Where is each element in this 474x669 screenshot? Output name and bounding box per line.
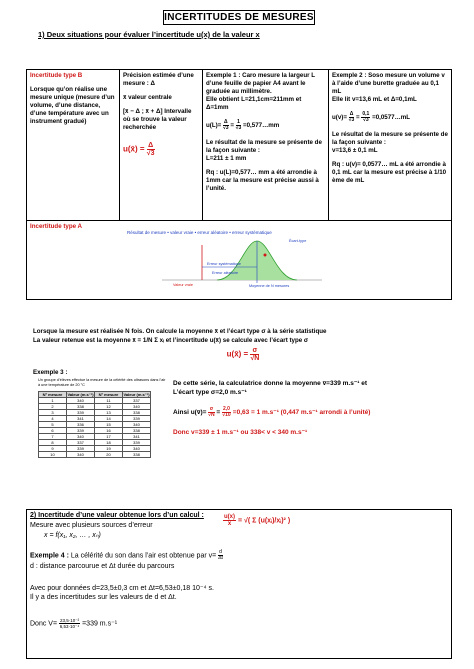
col-header: Valeur (m.s⁻¹)	[67, 392, 94, 397]
col-header: N° mesure	[95, 392, 123, 398]
label-moyenne: Moyenne de N mesures	[249, 284, 290, 288]
ex2-result: =0,0577…mL	[372, 114, 411, 122]
ex2-frac-1-num: Δ	[349, 111, 354, 117]
table-cell: 20	[95, 452, 123, 458]
example-3-result-2: L’écart type σ=2,0 m.s⁻¹	[173, 389, 247, 396]
label-systematic: Erreur systématique	[207, 262, 241, 266]
type-b-title: Incertitude type B	[30, 72, 83, 79]
example-1-text-3: Rq : u(L)=0,577… mm a été arrondie à 1mm car la mesure est précise aussi à l’unité.	[206, 169, 319, 192]
donc-num: 23,5·10⁻²	[60, 618, 80, 623]
measurements-table	[38, 391, 151, 458]
table-cell: 338	[123, 410, 151, 416]
formula-lhs: u(x̄) =	[123, 144, 145, 154]
example-4-title: Exemple 4 :	[30, 552, 69, 560]
table-cell: 17	[95, 434, 123, 440]
table-row-type-a	[27, 221, 451, 299]
ex1-formula-lhs: u(L)=	[206, 122, 222, 130]
table-cell: 11	[95, 398, 123, 404]
uncertainty-table	[26, 69, 452, 300]
ex3-eq: =	[216, 409, 221, 417]
example-4-line-1	[30, 550, 223, 561]
ex2-frac-1-den: √3	[348, 117, 355, 123]
table-cell: 14	[95, 416, 123, 422]
example-4-donc	[30, 618, 117, 629]
table-cell: 340	[67, 452, 95, 458]
example-1-title: Exemple 1 : Caro mesure la largeur L d’une feuille de papier A4 avant le graduée au millimètre.	[206, 72, 315, 95]
table-cell: 341	[67, 416, 95, 422]
table-cell: 8	[39, 440, 67, 446]
example-2-text-3: Rq : u(v)= 0,0577… mL a été arrondie à 0,1 mL car la mesure est précise à 1/10 ème de mL	[332, 161, 447, 184]
ex4-frac	[218, 550, 223, 561]
table-cell: 338	[123, 428, 151, 434]
type-a-explanation	[33, 327, 453, 362]
comp-lhs-den: x	[227, 521, 232, 527]
section-2-line-2: x = f(x₁, x₂, … , xₙ)	[44, 532, 101, 539]
label-vraie: Valeur vraie	[173, 283, 193, 287]
table-row	[39, 452, 151, 458]
table-cell: 338	[123, 452, 151, 458]
ex1-frac-1-den: √3	[223, 125, 229, 131]
table-cell: 338	[67, 404, 95, 410]
type-b-def-cell	[120, 70, 203, 220]
ex2-frac-2-den: √3	[363, 117, 369, 123]
table-cell: 16	[95, 428, 123, 434]
example-1-text-1: Le résultat de la mesure se présente de la façon suivante :	[206, 139, 322, 154]
type-a-frac-num: σ	[250, 347, 259, 355]
ex3-ainsi: Ainsi u(v̄)=	[173, 409, 207, 417]
example-4-line-4: Il y a des incertitudes sur les valeurs de d et Δt.	[30, 594, 177, 601]
example-3-intro: Un groupe d’élèves effectue la mesure de la célérité des ultrasons dans l’air à une température de 20 °C	[38, 378, 166, 387]
section-2-title: 2) Incertitude d’une valeur obtenue lors d’un calcul :	[30, 512, 204, 519]
ex2-frac-2	[361, 112, 370, 123]
fraction-denominator: √3	[146, 150, 155, 157]
section-2-line-1: Mesure avec plusieurs sources d’erreur	[30, 522, 153, 529]
table-cell: 341	[123, 434, 151, 440]
table-row-type-b	[27, 70, 451, 221]
ex1-frac-1-num: Δ	[224, 119, 228, 125]
example-3-title: Exemple 3 :	[33, 369, 68, 376]
precision-text: Précision estimée d’une mesure : Δ	[123, 72, 194, 87]
ex1-result: =0,577…mm	[242, 122, 280, 130]
table-cell: 4	[39, 416, 67, 422]
example-2-text-1: Le résultat de la mesure se présente de la façon suivante :	[332, 131, 448, 146]
col-header: Valeur (m.s⁻¹)	[123, 392, 150, 397]
comp-lhs-num: u(x)	[224, 514, 235, 520]
type-a-text-2: La valeur retenue est la moyenne x̄ = 1/N Σ xᵢ et l’incertitude u(x̄) se calcule avec l’écart type σ	[33, 337, 309, 344]
donc-den: 6,53·10⁻⁴	[59, 624, 80, 629]
table-cell: 340	[123, 404, 151, 410]
page-title: INCERTITUDES DE MESURES	[164, 12, 314, 23]
comp-lhs-frac	[223, 514, 236, 527]
example-4-line-3: Avec pour données d=23,5±0,3 cm et Δt=6,53±0,18 10⁻⁴ s.	[30, 585, 214, 592]
ex1-frac-2	[236, 120, 242, 131]
type-a-frac-den: √N	[250, 355, 260, 362]
donc-label: Donc V=	[30, 620, 58, 628]
ex3-frac-1-num: σ	[209, 406, 214, 412]
example-3-result-1: De cette série, la calculatrice donne la moyenne v̄=339 m.s⁻¹ et	[173, 380, 368, 387]
example-1-formula	[206, 120, 325, 131]
example-3-results	[173, 379, 453, 437]
table-cell: 5	[39, 422, 67, 428]
table-cell: 339	[67, 410, 95, 416]
comp-rhs: = √( Σ (u(xᵢ)/xᵢ)² )	[237, 517, 291, 525]
ex1-frac-1	[223, 120, 229, 131]
type-b-formula	[123, 142, 199, 157]
type-b-desc: Lorsque qu’on réalise une mesure unique (mesure d’un volume, d’une distance, d’une température avec un instrument gradué)	[30, 86, 115, 125]
table-cell: 6	[39, 428, 67, 434]
central-value-text: x̄ valeur centrale	[123, 94, 172, 101]
table-cell: 3	[39, 410, 67, 416]
col-header: N° mesure	[39, 392, 67, 398]
type-a-formula-lhs: u(x̄) =	[226, 349, 249, 359]
type-b-cell	[27, 70, 120, 220]
table-cell: 337	[67, 440, 95, 446]
table-cell: 339	[67, 428, 95, 434]
table-cell: 340	[67, 434, 95, 440]
table-cell: 9	[39, 446, 67, 452]
table-cell: 339	[123, 440, 151, 446]
donc-frac	[59, 618, 80, 629]
example-2-measure: Elle lit v=13,6 mL et Δ=0,1mL	[332, 96, 417, 103]
ex3-frac-1-den: √N	[208, 412, 215, 418]
example-2-formula	[332, 112, 448, 123]
example-3-conclusion: Donc v=339 ± 1 m.s⁻¹ ou 338< v < 340 m.s⁻¹	[173, 429, 308, 436]
interval-text: [x̄ − Δ ; x̄ + Δ] Intervalle où se trouve la valeur recherchée	[123, 108, 192, 131]
type-a-fraction	[250, 347, 259, 362]
ex1-eq: =	[230, 122, 234, 130]
ex2-frac-2-num: 0,1	[362, 111, 370, 117]
type-a-title: Incertitude type A	[30, 223, 83, 230]
type-a-legend: Résultat de mesure • valeur vraie • erreur aléatoire • erreur systématique	[127, 230, 272, 235]
table-cell: 337	[123, 398, 151, 404]
donc-result: =339 m.s⁻¹	[82, 620, 118, 628]
table-cell: 19	[95, 446, 123, 452]
table-cell: 15	[95, 422, 123, 428]
ex4-frac-den: Δt	[218, 555, 223, 561]
table-cell: 339	[123, 416, 151, 422]
table-cell: 339	[67, 446, 95, 452]
ex3-frac-2-num: 2,0	[223, 406, 230, 412]
table-cell: 7	[39, 434, 67, 440]
table-cell: 340	[67, 398, 95, 404]
example-4-line-2: d : distance parcourue et Δt durée du parcours	[30, 563, 175, 570]
table-cell: 18	[95, 440, 123, 446]
type-a-formula	[33, 347, 453, 362]
example-4-text: La célérité du son dans l’air est obtenue par v=	[68, 552, 217, 560]
table-cell: 336	[67, 422, 95, 428]
label-ecart: Écart-type	[289, 239, 307, 243]
example-1-measure: Elle obtient L=21,1cm=211mm et Δ=1mm	[206, 96, 302, 111]
example-2-cell	[329, 70, 451, 220]
formula-fraction	[147, 142, 155, 157]
example-1-cell	[203, 70, 329, 220]
ex3-frac-2	[222, 407, 231, 418]
table-cell: 12	[95, 404, 123, 410]
section-2-box	[26, 509, 452, 659]
ex3-result: =0,63 = 1 m.s⁻¹ (0,447 m.s⁻¹ arrondi à l’unité)	[232, 409, 371, 417]
table-cell: 340	[123, 422, 151, 428]
measure-point	[264, 254, 267, 257]
section-1-heading: 1) Deux situations pour évaluer l’incertitude u(x) de la valeur x	[38, 30, 260, 39]
table-cell: 1	[39, 398, 67, 404]
table-cell: 340	[123, 446, 151, 452]
fraction-numerator: Δ	[148, 142, 154, 149]
example-3-calc	[173, 407, 453, 418]
example-2-title: Exemple 2 : Soso mesure un volume v à l’aide d’une burette graduée au 0,1 mL	[332, 72, 445, 95]
label-aleatoire: Erreur aléatoire	[212, 271, 239, 275]
ex4-frac-num: d	[219, 549, 222, 555]
example-2-text-2: v=13,6 ± 0,1 mL	[332, 147, 378, 154]
ex3-frac-1	[208, 407, 214, 418]
ex1-frac-2-num: 1	[237, 119, 240, 125]
type-a-text-1: Lorsque la mesure est réalisée N fois. On calcule la moyenne x̄ et l’écart type σ à la série statistique	[33, 328, 327, 335]
ex2-eq: =	[356, 114, 360, 122]
table-cell: 10	[39, 452, 67, 458]
table-cell: 13	[95, 410, 123, 416]
composition-formula	[223, 514, 290, 527]
ex3-frac-2-den: √10	[222, 412, 231, 418]
table-cell: 2	[39, 404, 67, 410]
ex1-frac-2-den: √3	[235, 125, 242, 131]
ex2-formula-lhs: u(v)=	[332, 114, 347, 122]
example-1-text-2: L=211 ± 1 mm	[206, 155, 247, 162]
ex2-frac-1	[349, 112, 355, 123]
